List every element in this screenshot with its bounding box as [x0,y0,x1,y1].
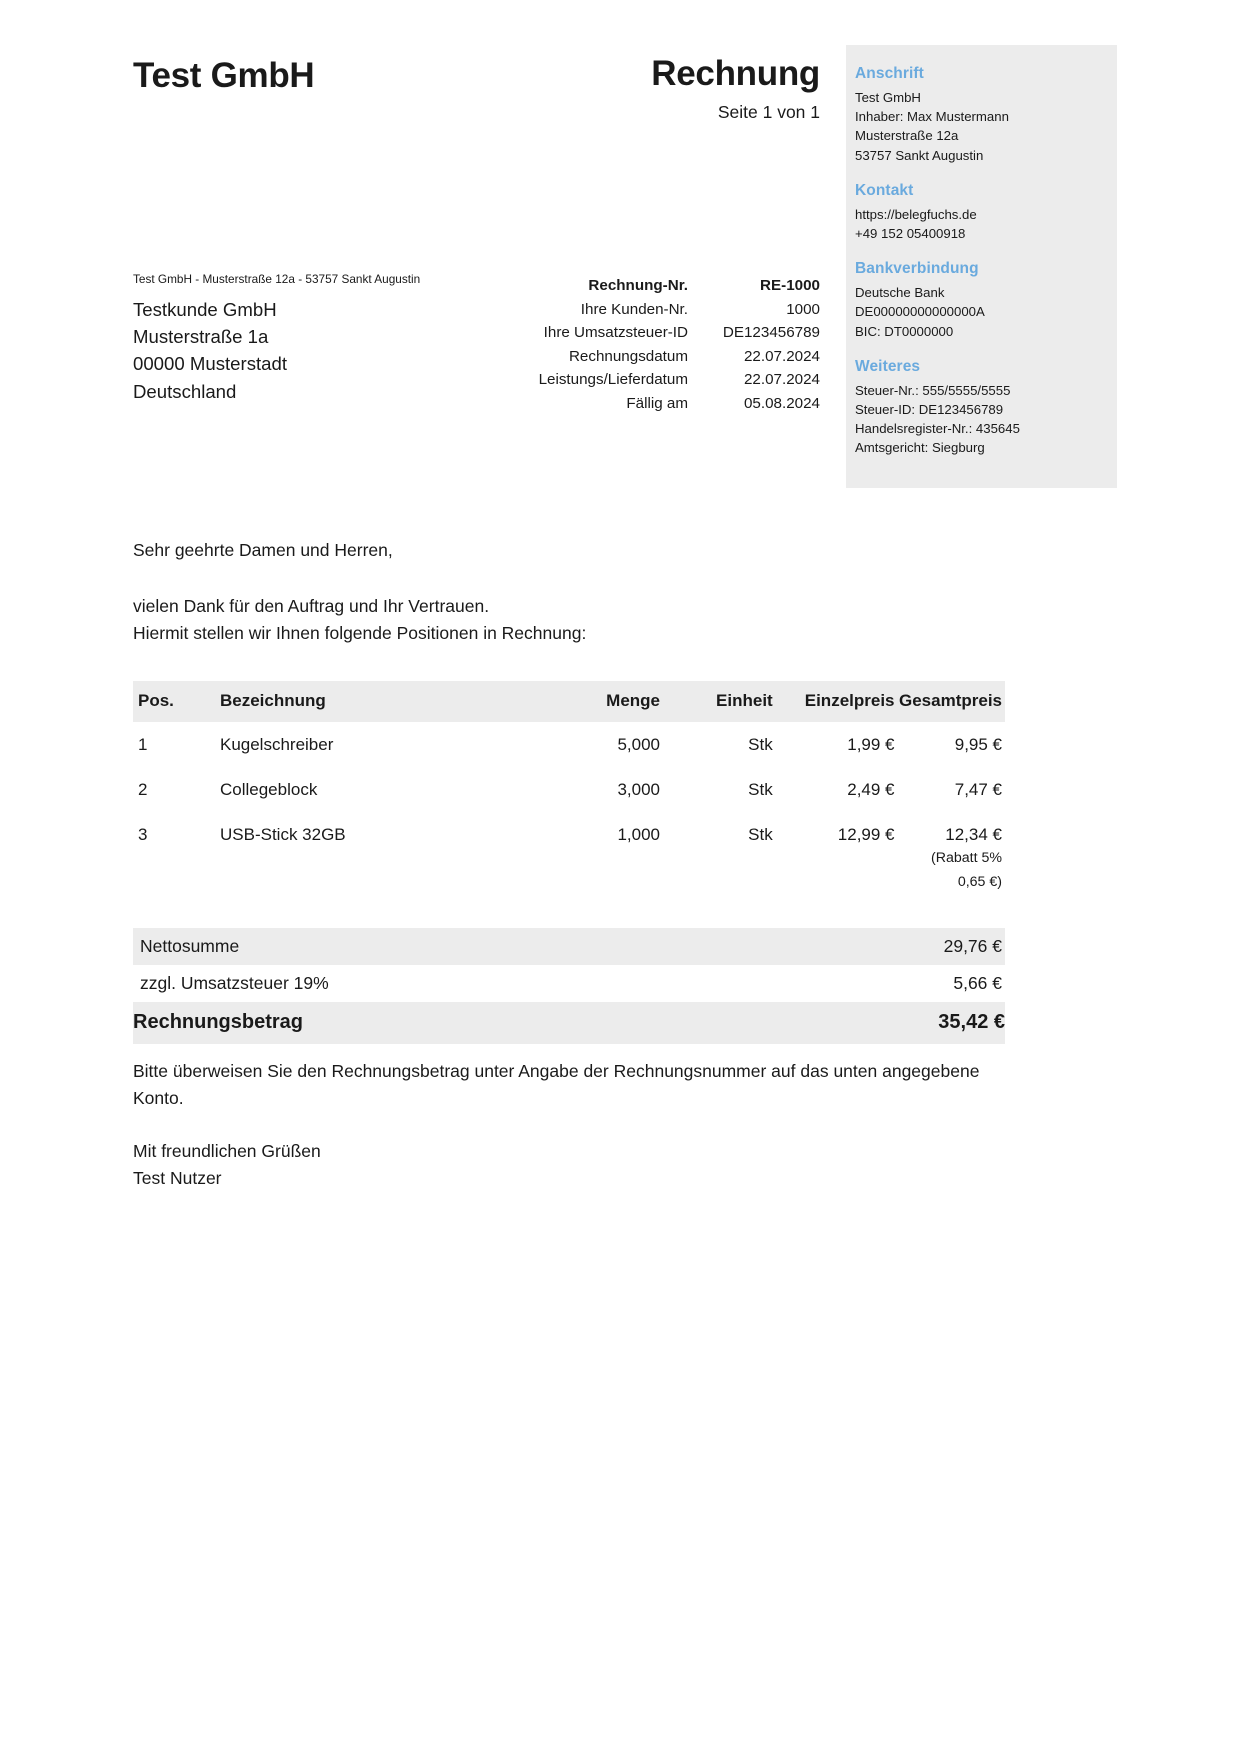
cell-pos: 1 [138,735,148,754]
sidebar-tax-number: Steuer-Nr.: 555/5555/5555 [855,382,1011,398]
column-header-quantity: Menge [526,681,660,722]
meta-label-customer-number: Ihre Kunden-Nr. [580,300,688,318]
discount-note-line-2: 0,65 €) [957,874,1002,890]
page-indicator: Seite 1 von 1 [717,102,820,122]
cell-unit: Stk [748,780,773,799]
cell-unit: Stk [748,825,773,844]
totals-label-vat: zzgl. Umsatzsteuer 19% [140,973,329,993]
meta-row [430,298,820,322]
sidebar-heading-bankverbindung: Bankverbindung [855,260,979,278]
sidebar-heading-anschrift: Anschrift [855,65,924,82]
intro-text-block [133,593,933,647]
sidebar-website-link[interactable]: https://belegfuchs.de [855,206,977,222]
meta-value-invoice-number: RE-1000 [760,277,820,294]
meta-value-customer-number: 1000 [786,300,820,318]
recipient-street: Musterstraße 1a [133,326,269,348]
cell-quantity: 3,000 [617,780,661,799]
sidebar-heading-weiteres: Weiteres [855,357,921,375]
meta-value-due-date: 05.08.2024 [743,394,820,412]
meta-value-delivery-date: 22.07.2024 [743,371,820,388]
document-title: Rechnung [651,54,820,93]
meta-label-invoice-date: Rechnungsdatum [568,347,688,365]
cell-total-value: 7,47 € [954,780,1002,799]
meta-label-invoice-number: Rechnung-Nr. [588,277,688,294]
sidebar-line: Inhaber: Max Mustermann [855,109,1009,125]
cell-pos: 2 [138,780,148,799]
totals-table [133,928,1005,1044]
recipient-city: 00000 Musterstadt [133,353,288,375]
column-header-pos: Pos. [133,681,220,722]
totals-value-grand: 35,42 € [783,1002,1005,1044]
table-row [133,767,1005,812]
closing-greeting: Mit freundlichen Grüßen [133,1141,321,1161]
cell-total [895,722,1005,767]
cell-total-value: 12,34 € [945,825,1002,844]
sidebar-line: 53757 Sankt Augustin [855,147,984,163]
meta-label-delivery-date: Leistungs/Lieferdatum [538,371,688,388]
totals-row-net [133,928,1005,965]
meta-row [430,368,820,392]
salutation-text: Sehr geehrte Damen und Herren, [133,540,393,560]
meta-row [430,345,820,369]
sidebar-bic: BIC: DT0000000 [855,323,954,339]
invoice-meta-block [430,274,820,415]
recipient-country: Deutschland [133,380,237,402]
meta-row [430,321,820,345]
intro-line-thanks: vielen Dank für den Auftrag und Ihr Vertrauen. [133,596,490,616]
cell-total-value: 9,95 € [954,735,1002,754]
column-header-unit: Einheit [660,681,773,722]
sidebar-block-weiteres [855,358,1117,458]
sidebar-line: Test GmbH [855,90,921,105]
totals-value-net: 29,76 € [783,928,1005,965]
cell-unit-price: 2,49 € [847,780,895,799]
meta-value-vat-id: DE123456789 [722,324,820,341]
column-header-description: Bezeichnung [220,681,526,722]
recipient-address-block [133,296,287,405]
discount-note-line-1: (Rabatt 5% [931,850,1002,866]
line-items-table [133,681,1005,905]
sidebar-block-bankverbindung [855,260,1117,341]
closing-block [133,1138,321,1192]
totals-label-grand: Rechnungsbetrag [133,1002,783,1044]
cell-total [895,767,1005,812]
recipient-company: Testkunde GmbH [133,299,277,320]
meta-row [430,274,820,298]
meta-row [430,392,820,416]
cell-unit: Stk [748,735,773,754]
sidebar-block-anschrift [855,65,1117,165]
sidebar-heading-kontakt: Kontakt [855,181,914,199]
intro-line-positions: Hiermit stellen wir Ihnen folgende Positionen in Rechnung: [133,623,587,643]
payment-instruction-text: Bitte überweisen Sie den Rechnungsbetrag unter Angabe der Rechnungsnummer auf das unten angegebene Konto. [133,1061,980,1108]
company-logo-text: Test GmbH [133,56,315,95]
meta-value-invoice-date: 22.07.2024 [743,347,820,365]
closing-signer-name: Test Nutzer [133,1168,222,1188]
sender-return-address: Test GmbH - Musterstraße 12a - 53757 Sankt Augustin [133,272,421,286]
sidebar-phone-number: +49 152 05400918 [855,226,966,242]
cell-quantity: 1,000 [617,825,661,844]
cell-description: Kugelschreiber [219,735,334,754]
column-header-total: Gesamtpreis [895,681,1005,722]
totals-value-vat: 5,66 € [953,973,1002,993]
sidebar-tax-id: Steuer-ID: DE123456789 [855,402,1004,418]
meta-label-due-date: Fällig am [626,394,688,412]
totals-label-net: Nettosumme [133,928,783,965]
cell-unit-price: 1,99 € [847,735,895,754]
cell-total [895,812,1005,905]
cell-pos: 3 [138,825,148,844]
company-info-sidebar [846,45,1117,488]
cell-quantity: 5,000 [617,735,661,754]
cell-unit-price: 12,99 € [837,825,895,844]
cell-description: USB-Stick 32GB [219,825,346,844]
sidebar-iban: DE00000000000000A [855,304,985,320]
sidebar-register-number: Handelsregister-Nr.: 435645 [855,421,1020,437]
totals-row-vat [133,965,1005,1002]
meta-label-vat-id: Ihre Umsatzsteuer-ID [543,324,688,341]
table-row [133,722,1005,767]
cell-description: Collegeblock [219,780,318,799]
totals-row-grand [133,1002,1005,1044]
sidebar-block-kontakt [855,182,1117,243]
table-row [133,812,1005,905]
sidebar-line: Musterstraße 12a [855,128,959,144]
column-header-unit-price: Einzelpreis [773,681,895,722]
sidebar-bank-name: Deutsche Bank [855,285,945,301]
sidebar-court: Amtsgericht: Siegburg [855,440,985,456]
table-header-row [133,681,1005,722]
